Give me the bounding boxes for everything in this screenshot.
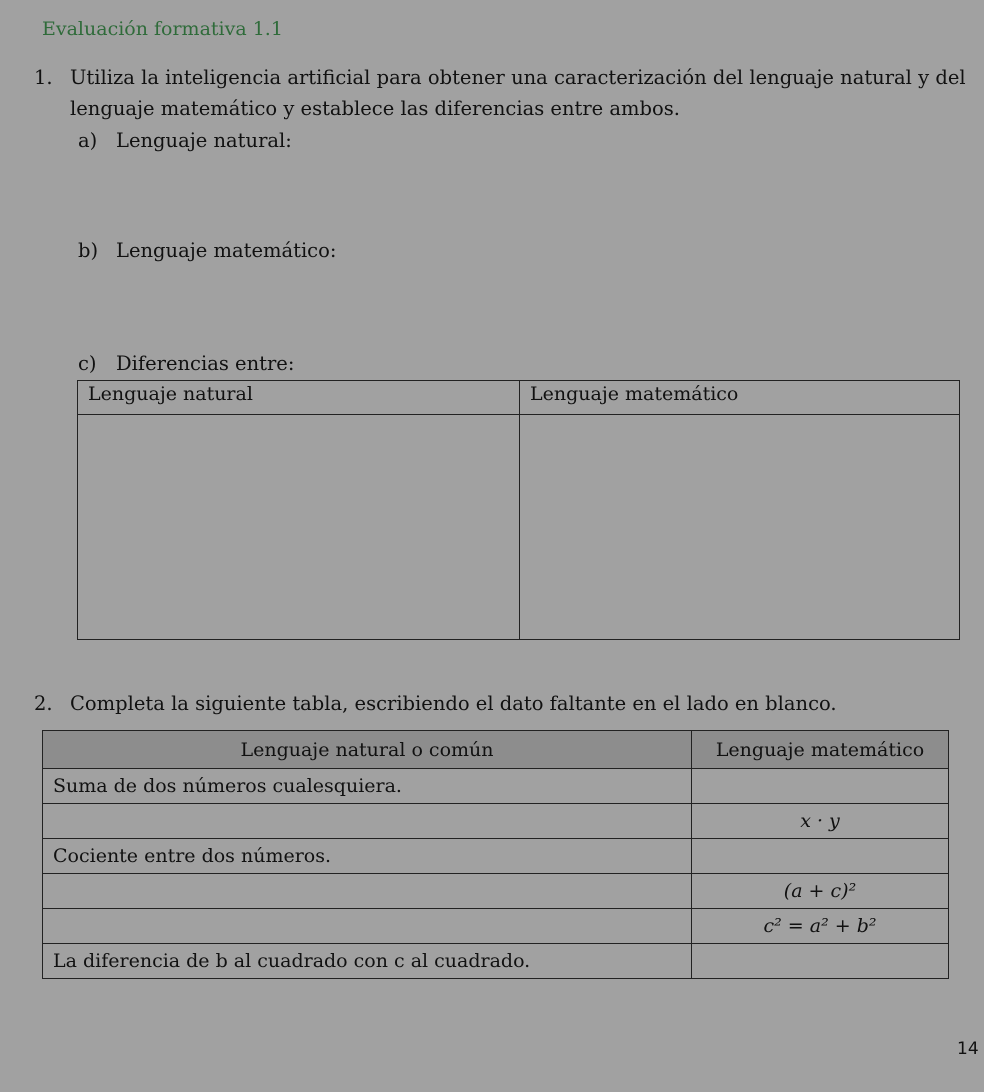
part-c-text: Diferencias entre: [116, 352, 295, 375]
part-b-text: Lenguaje matemático: [116, 239, 337, 262]
differences-cell-math[interactable] [520, 415, 960, 640]
math-cell: (a + c)² [692, 874, 949, 909]
differences-cell-natural[interactable] [78, 415, 520, 640]
differences-header-natural: Lenguaje natural [78, 381, 520, 415]
translation-table [42, 730, 949, 979]
part-b-label: b) [78, 239, 99, 262]
math-cell: c² = a² + b² [692, 909, 949, 944]
natural-cell: La diferencia de b al cuadrado con c al cuadrado. [43, 944, 692, 979]
question-1 [34, 62, 984, 124]
question-2-text: Completa la siguiente tabla, escribiendo el dato faltante en el lado en blanco. [70, 692, 837, 715]
part-a-text: Lenguaje natural: [116, 129, 292, 152]
table-row [43, 769, 949, 804]
natural-cell[interactable] [43, 874, 692, 909]
part-a [78, 129, 292, 152]
part-c [78, 352, 294, 375]
differences-header-math: Lenguaje matemático [520, 381, 960, 415]
math-cell[interactable] [692, 839, 949, 874]
page-number: 14 [957, 1039, 979, 1059]
translation-header-natural: Lenguaje natural o común [43, 731, 692, 769]
question-2 [34, 692, 837, 715]
differences-table [77, 380, 960, 640]
math-cell: x · y [692, 804, 949, 839]
part-c-label: c) [78, 352, 97, 375]
natural-cell: Suma de dos números cualesquiera. [43, 769, 692, 804]
translation-header-math: Lenguaje matemático [692, 731, 949, 769]
table-row [43, 874, 949, 909]
question-1-text: Utiliza la inteligencia artificial para obtener una caracterización del lenguaje natural y del lenguaje matemático y establece las diferencias entre ambos. [70, 66, 966, 120]
natural-cell[interactable] [43, 804, 692, 839]
table-row [43, 804, 949, 839]
question-1-number: 1. [34, 66, 53, 89]
natural-cell: Cociente entre dos números. [43, 839, 692, 874]
table-row [43, 909, 949, 944]
question-2-number: 2. [34, 692, 53, 715]
table-row [43, 839, 949, 874]
part-b [78, 239, 336, 262]
math-cell[interactable] [692, 769, 949, 804]
part-a-label: a) [78, 129, 98, 152]
natural-cell[interactable] [43, 909, 692, 944]
section-heading: Evaluación formativa 1.1 [42, 18, 283, 40]
math-cell[interactable] [692, 944, 949, 979]
table-row [43, 944, 949, 979]
